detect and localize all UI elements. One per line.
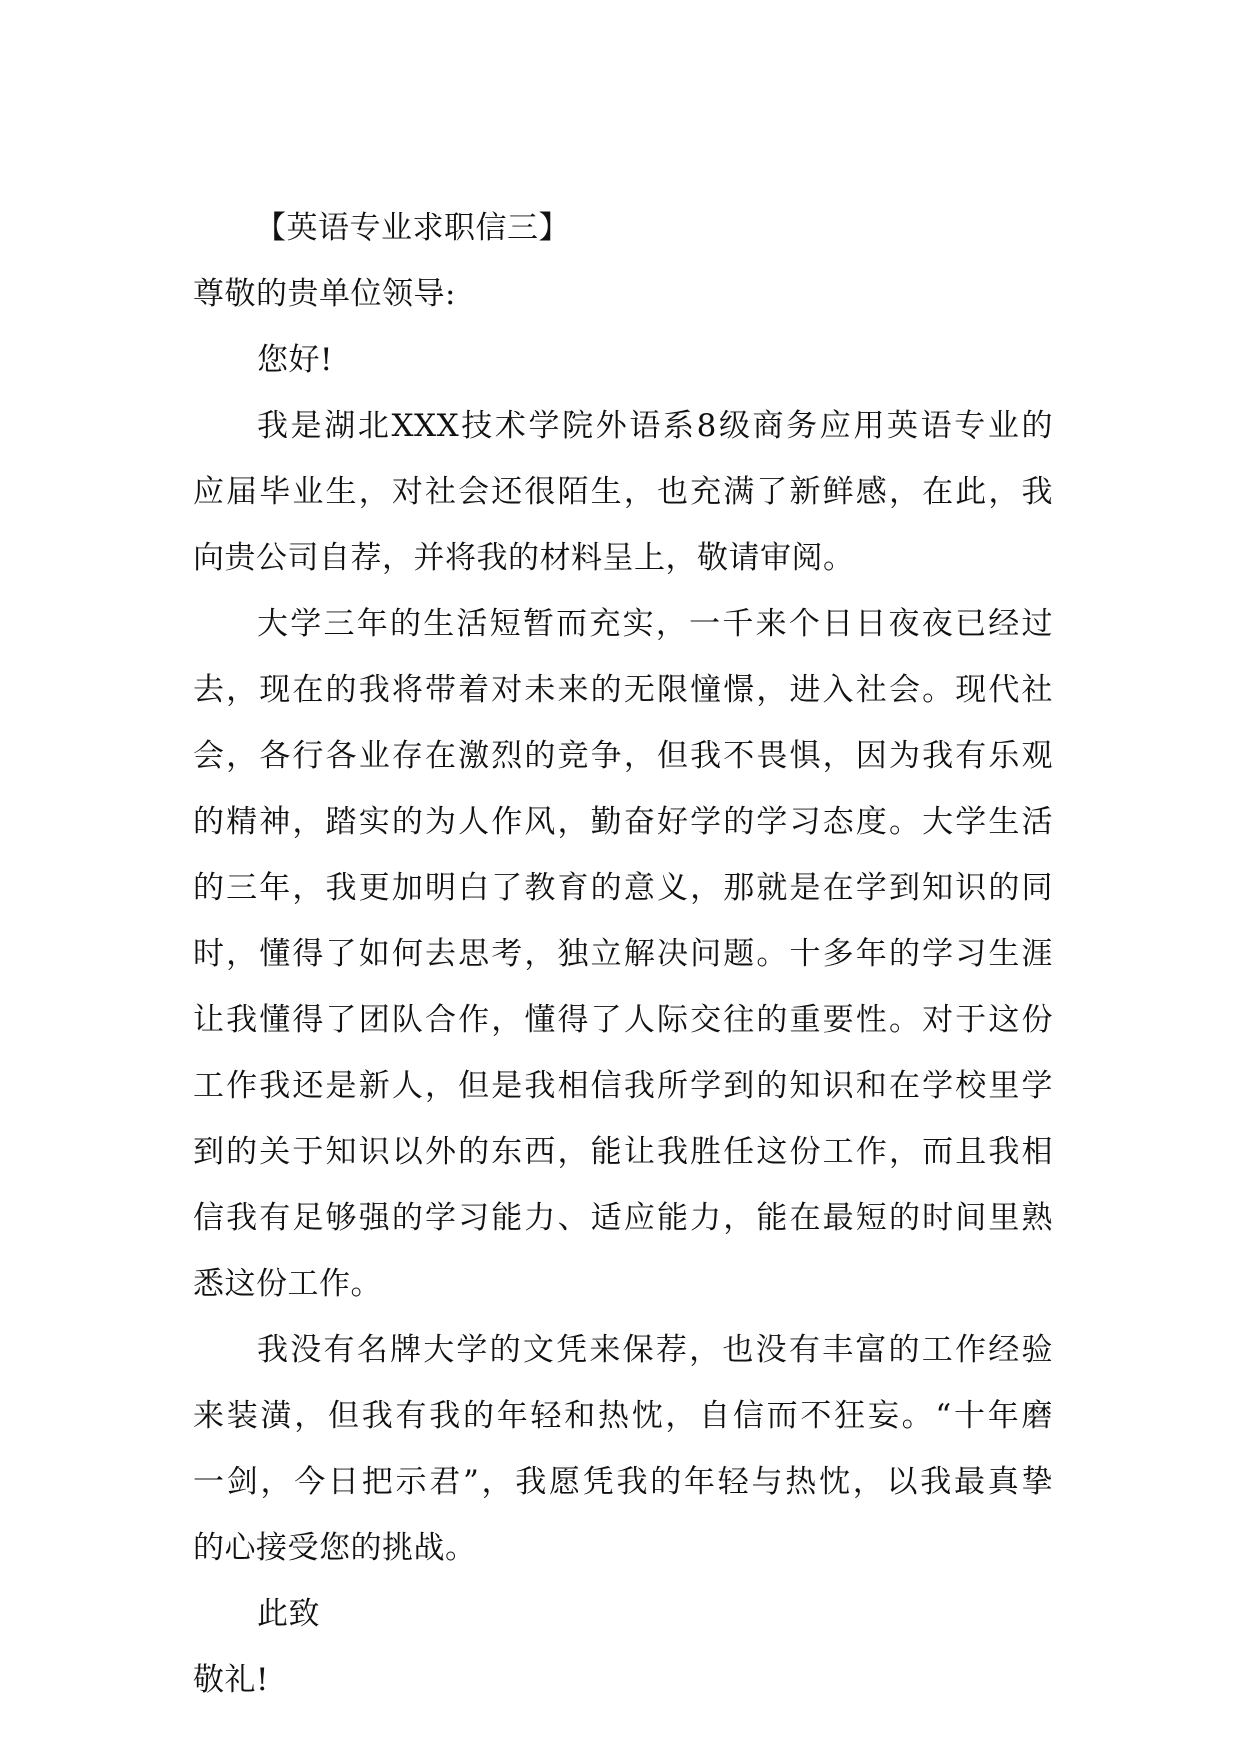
paragraph-intro [193,393,1053,591]
paragraph-line: 工作我还是新人，但是我相信我所学到的知识和在学校里学 [193,1068,1053,1104]
paragraph-line: 到的关于知识以外的东西，能让我胜任这份工作，而且我相 [193,1134,1053,1170]
paragraph-line: 我没有名牌大学的文凭来保荐，也没有丰富的工作经验 [257,1332,1053,1368]
paragraph-line: 的精神，踏实的为人作风，勤奋好学的学习态度。大学生活 [193,804,1053,840]
paragraph-line: 的三年，我更加明白了教育的意义，那就是在学到知识的同 [193,870,1053,906]
paragraph-line: 我是湖北XXX技术学院外语系8级商务应用英语专业的 [257,408,1053,444]
regards: 敬礼! [193,1662,269,1698]
salutation: 尊敬的贵单位领导: [193,276,456,312]
letter-title: 【英语专业求职信三】 [255,210,570,246]
paragraph-line: 会，各行各业存在激烈的竞争，但我不畏惧，因为我有乐观 [193,738,1053,774]
paragraph-line: 大学三年的生活短暂而充实，一千来个日日夜夜已经过 [257,606,1053,642]
paragraph-college-life [193,591,1053,1317]
paragraph-line: 去，现在的我将带着对未来的无限憧憬，进入社会。现代社 [193,672,1053,708]
letter-page [193,195,1053,1713]
paragraph-line: 一剑，今日把示君”，我愿凭我的年轻与热忱，以我最真挚 [193,1464,1053,1500]
paragraph-line: 应届毕业生，对社会还很陌生，也充满了新鲜感，在此，我 [193,474,1053,510]
paragraph-closing-statement [193,1317,1053,1581]
paragraph-line: 的心接受您的挑战。 [193,1530,477,1566]
paragraph-line: 向贵公司自荐，并将我的材料呈上，敬请审阅。 [193,540,855,576]
paragraph-line: 悉这份工作。 [193,1266,382,1302]
greeting: 您好! [257,342,333,378]
paragraph-line: 让我懂得了团队合作，懂得了人际交往的重要性。对于这份 [193,1002,1053,1038]
closing: 此致 [257,1596,320,1632]
paragraph-line: 信我有足够强的学习能力、适应能力，能在最短的时间里熟 [193,1200,1053,1236]
paragraph-line: 时，懂得了如何去思考，独立解决问题。十多年的学习生涯 [193,936,1053,972]
paragraph-line: 来装潢，但我有我的年轻和热忱，自信而不狂妄。“十年磨 [193,1398,1053,1434]
